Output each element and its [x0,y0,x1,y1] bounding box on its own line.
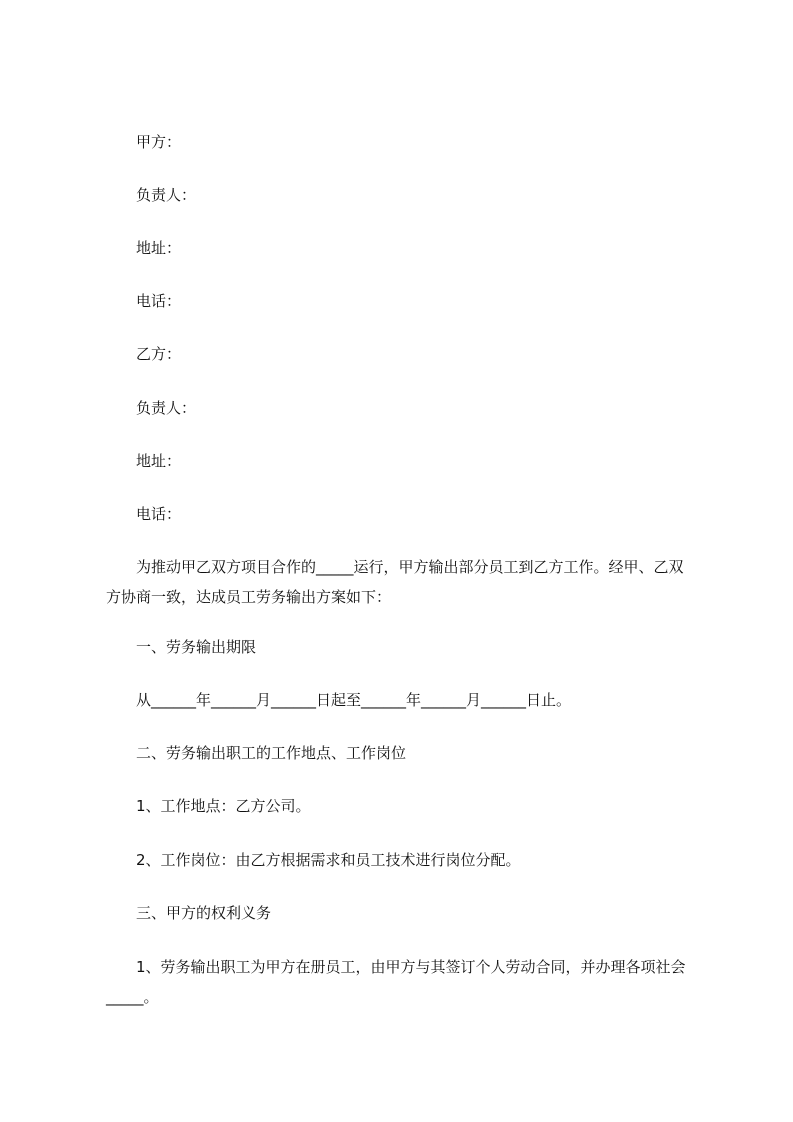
party-b-label: 乙方： [136,345,182,363]
party-b-phone-label: 电话： [136,505,182,523]
section-1-body: 从______年______月______日起至______年______月______日止。 [136,691,572,709]
section-1-heading: 一、劳务输出期限 [136,638,257,656]
section-2-item-1: 1、工作地点：乙方公司。 [136,797,311,815]
party-a-contact-label: 负责人： [136,186,197,204]
intro-paragraph: 为推动甲乙双方项目合作的_____运行，甲方输出部分员工到乙方工作。经甲、乙双方协商一致，达成员工劳务输出方案如下： [106,558,684,606]
party-b-address-label: 地址： [136,452,182,470]
party-b-contact-label: 负责人： [136,399,197,417]
section-3-item-1: 1、劳务输出职工为甲方在册员工，由甲方与其签订个人劳动合同，并办理各项社会_____。 [106,958,686,1006]
party-a-phone-label: 电话： [136,292,182,310]
party-a-address-label: 地址： [136,239,182,257]
section-3-heading: 三、甲方的权利义务 [136,904,272,922]
party-a-label: 甲方： [136,133,182,151]
section-2-item-2: 2、工作岗位：由乙方根据需求和员工技术进行岗位分配。 [136,851,521,869]
section-2-heading: 二、劳务输出职工的工作地点、工作岗位 [136,744,407,762]
